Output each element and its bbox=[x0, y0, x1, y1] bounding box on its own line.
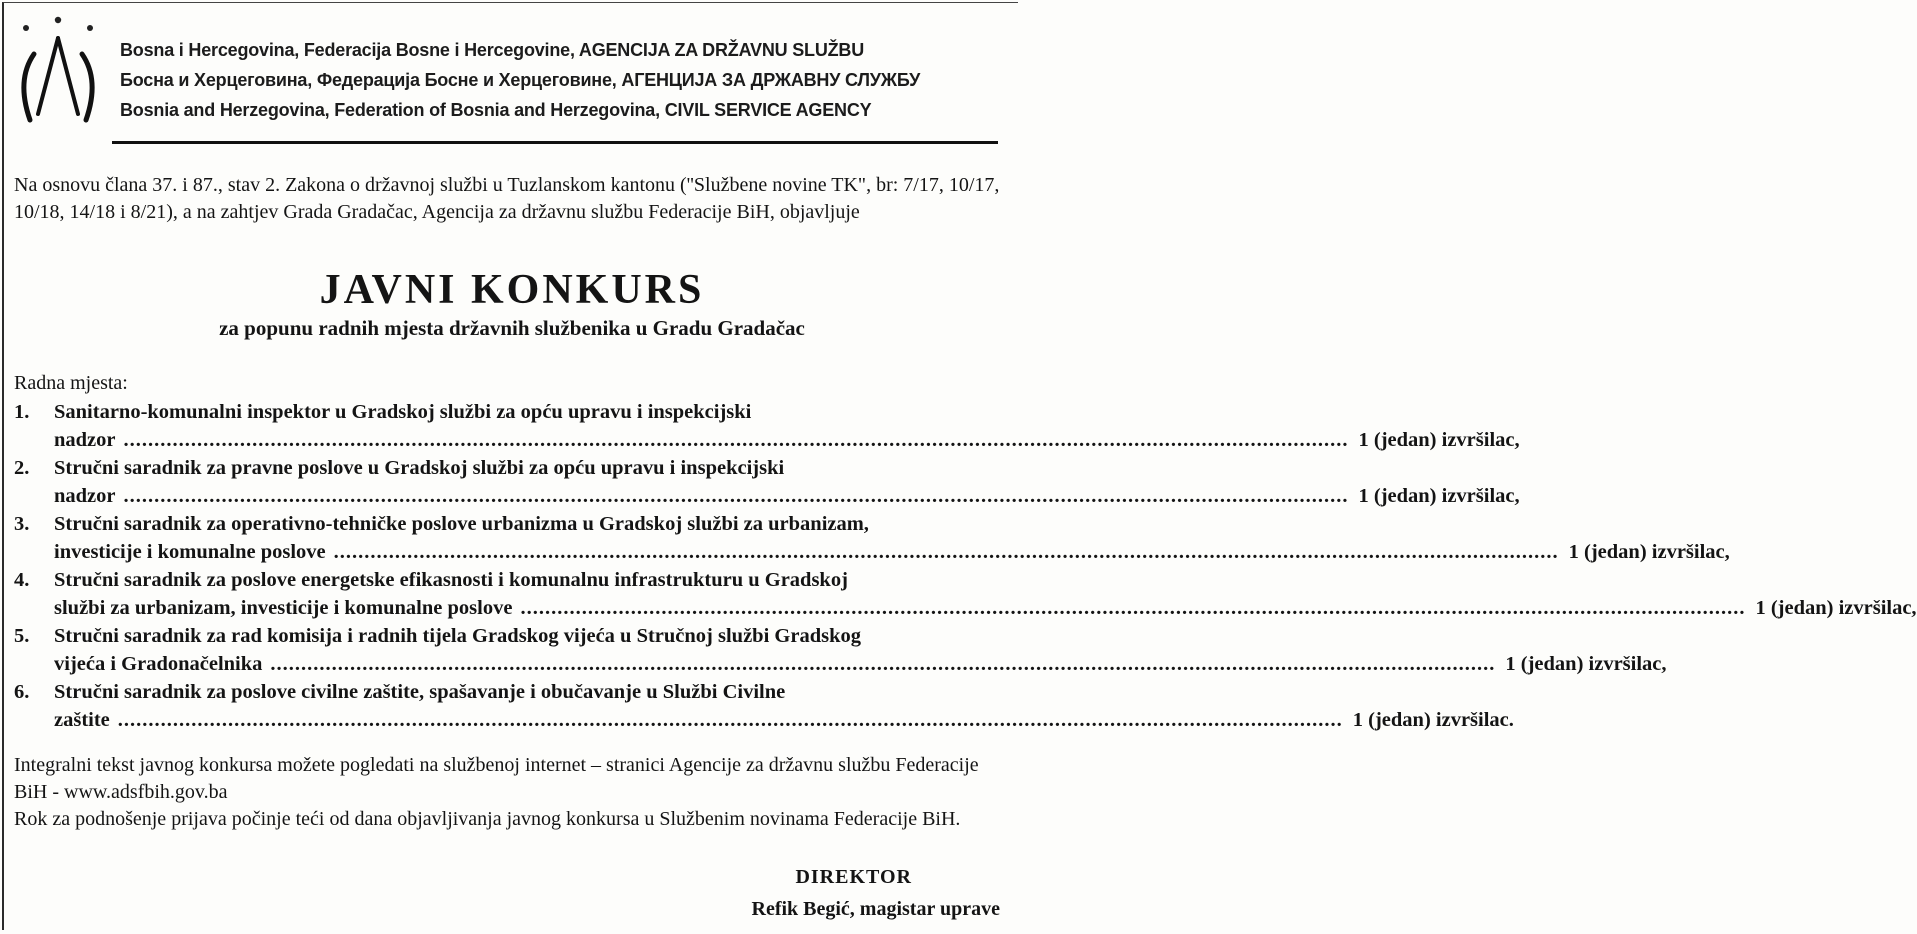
position-number: 6. bbox=[14, 681, 30, 703]
leader-dots: ........................................................................................................................................................................................................ bbox=[333, 541, 1559, 563]
leader-dots: ........................................................................................................................................................................................................ bbox=[123, 429, 1349, 451]
leader-dots: ........................................................................................................................................................................................................ bbox=[520, 597, 1746, 619]
leader-dots: ........................................................................................................................................................................................................ bbox=[123, 485, 1349, 507]
agency-line-bosnian: Bosna i Hercegovina, Federacija Bosne i Hercegovine, AGENCIJA ZA DRŽAVNU SLUŽBU bbox=[120, 40, 865, 60]
footer-note-website: Integralni tekst javnog konkursa možete pogledati na službenoj internet – stranici Agencije za državnu službu Federacije BiH - www.adsfbih.gov.ba bbox=[14, 754, 979, 803]
position-title-tail: službi za urbanizam, investicije i komunalne poslove bbox=[54, 597, 513, 619]
header-divider bbox=[112, 141, 998, 144]
position-count: 1 (jedan) izvršilac, bbox=[1505, 653, 1667, 675]
position-number: 3. bbox=[14, 513, 30, 535]
agency-line-serbian: Босна и Херцеговина, Федерација Босне и Херцеговине, АГЕНЦИЈА ЗА ДРЖАВНУ СЛУЖБУ bbox=[120, 70, 921, 90]
list-item bbox=[14, 678, 1514, 734]
position-title-tail: vijeća i Gradonačelnika bbox=[54, 653, 263, 675]
position-title-tail: investicije i komunalne poslove bbox=[54, 541, 326, 563]
position-number: 4. bbox=[14, 569, 30, 591]
notice-subtitle: za popunu radnih mjesta državnih službenika u Gradu Gradačac bbox=[219, 316, 805, 340]
list-item bbox=[14, 566, 1917, 622]
list-item bbox=[14, 454, 1520, 510]
list-item bbox=[14, 622, 1667, 678]
position-title: Stručni saradnik za operativno-tehničke poslove urbanizma u Gradskoj službi za urbanizam, bbox=[54, 513, 869, 535]
signature-role: DIREKTOR bbox=[795, 866, 912, 888]
position-count: 1 (jedan) izvršilac, bbox=[1358, 485, 1520, 507]
position-number: 1. bbox=[14, 401, 30, 423]
position-title: Stručni saradnik za poslove civilne zaštite, spašavanje i obučavanje u Službi Civilne bbox=[54, 681, 786, 703]
signature-name: Refik Begić, magistar uprave bbox=[751, 898, 1000, 920]
position-count: 1 (jedan) izvršilac, bbox=[1358, 429, 1520, 451]
intro-paragraph: Na osnovu člana 37. i 87., stav 2. Zakona o državnoj službi u Tuzlanskom kantonu (''Službene novine TK", br: 7/17, 10/17, 10/18, 14/18 i 8/21), a na zahtjev Grada Gradačac, Agencija za državnu službu Federacije BiH, objavljuje bbox=[14, 174, 1000, 223]
agency-emblem-icon bbox=[12, 16, 104, 134]
position-number: 2. bbox=[14, 457, 30, 479]
position-title-tail: nadzor bbox=[54, 429, 116, 451]
position-title: Stručni saradnik za rad komisija i radnih tijela Gradskog vijeća u Stručnoj službi Gradskog bbox=[54, 625, 861, 647]
position-count: 1 (jedan) izvršilac, bbox=[1568, 541, 1730, 563]
position-number: 5. bbox=[14, 625, 30, 647]
notice-title: JAVNI KONKURS bbox=[319, 267, 705, 313]
leader-dots: ........................................................................................................................................................................................................ bbox=[270, 653, 1496, 675]
position-count: 1 (jedan) izvršilac. bbox=[1352, 709, 1514, 731]
agency-header bbox=[120, 35, 920, 125]
positions-label: Radna mjesta: bbox=[14, 372, 128, 394]
position-title: Stručni saradnik za pravne poslove u Gradskoj službi za opću upravu i inspekcijski bbox=[54, 457, 785, 479]
agency-line-english: Bosnia and Herzegovina, Federation of Bosnia and Herzegovina, CIVIL SERVICE AGENCY bbox=[120, 100, 872, 120]
leader-dots: ........................................................................................................................................................................................................ bbox=[117, 709, 1343, 731]
position-title-tail: nadzor bbox=[54, 485, 116, 507]
footer-notes bbox=[14, 752, 1010, 833]
position-title-tail: zaštite bbox=[54, 709, 110, 731]
position-title: Sanitarno-komunalni inspektor u Gradskoj službi za opću upravu i inspekcijski bbox=[54, 401, 752, 423]
footer-note-deadline: Rok za podnošenje prijava počinje teći od dana objavljivanja javnog konkursa u Službenim novinama Federacije BiH. bbox=[14, 808, 961, 830]
position-title: Stručni saradnik za poslove energetske efikasnosti i komunalnu infrastrukturu u Gradskoj bbox=[54, 569, 848, 591]
list-item bbox=[14, 510, 1730, 566]
list-item bbox=[14, 398, 1520, 454]
position-count: 1 (jedan) izvršilac, bbox=[1755, 597, 1917, 619]
positions-list bbox=[14, 398, 1917, 734]
